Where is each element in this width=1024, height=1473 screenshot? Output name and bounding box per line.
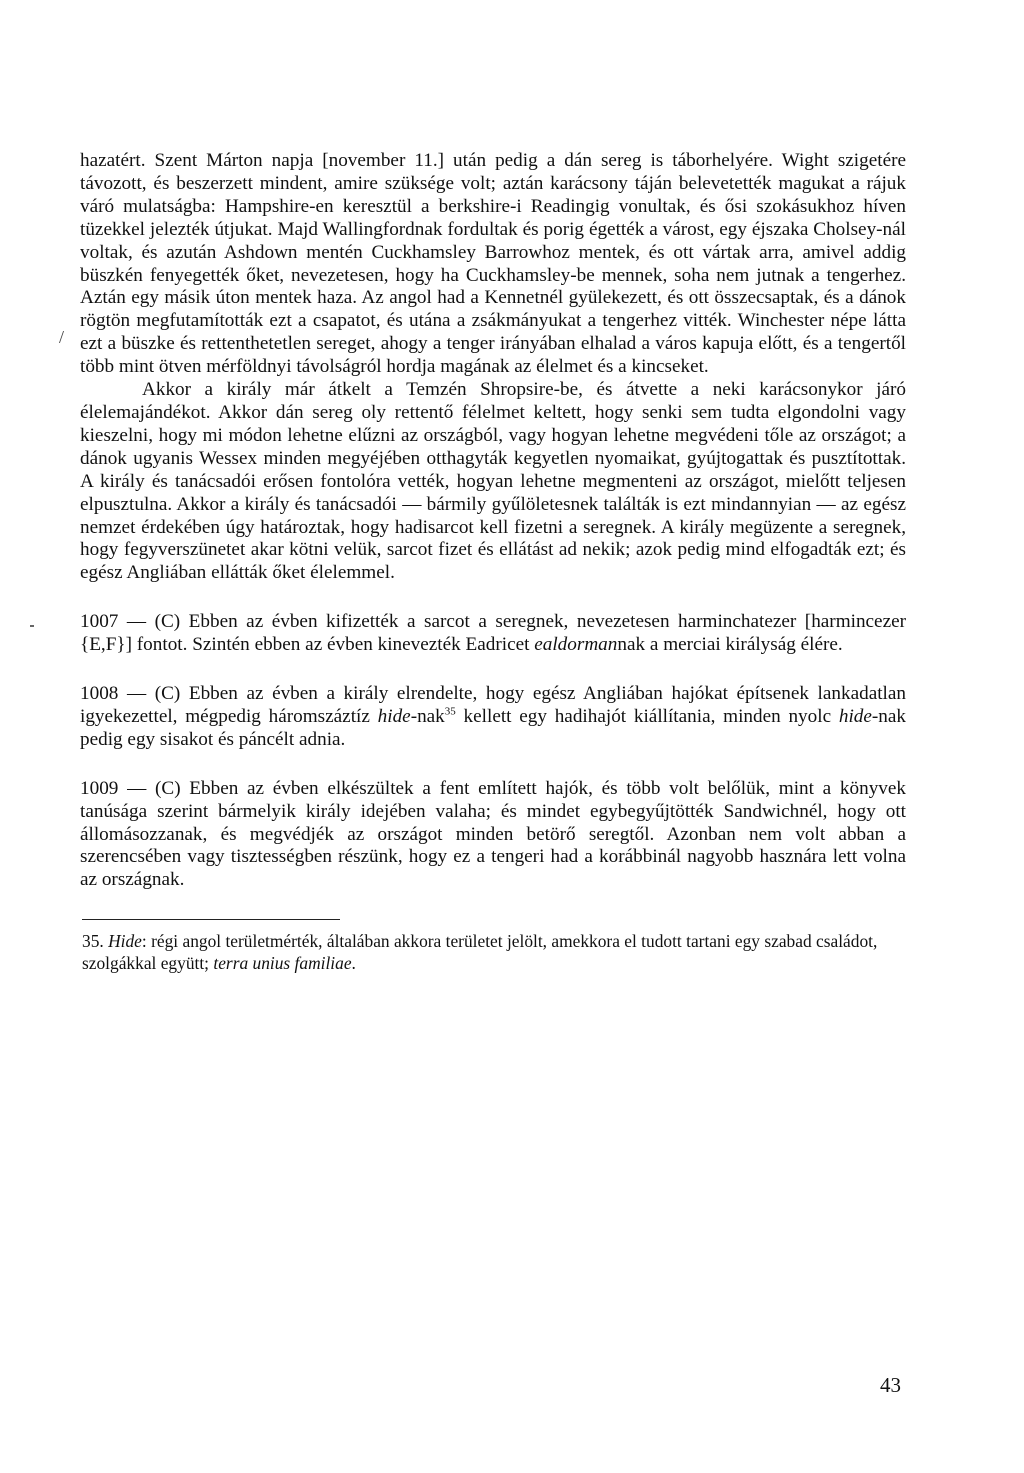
footnote-text: : régi angol területmérték, általában akkora területet jelölt, amekkora el tudott tartani egy szabad családot, szolgákkal együtt;	[82, 931, 878, 973]
margin-dot	[30, 625, 34, 627]
page-number: 43	[880, 1373, 901, 1397]
entry-1008-italic-hide: hide	[377, 705, 411, 727]
entry-1007-text-end: nak a merciai királyság élére.	[617, 634, 843, 656]
footnote-reference[interactable]: 35	[444, 705, 456, 718]
margin-mark: /	[59, 327, 65, 347]
footnote-text-end: .	[351, 952, 356, 973]
entry-1007-italic: ealdorman	[534, 634, 618, 656]
paragraph-2: Akkor a király már átkelt a Temzén Shropsire-be, és átvette a neki karácsonykor járó élelemajándékot. Akkor dán sereg oly rettentő félelmet keltett, hogy senki sem tudta elgondolni vagy kieszelni, hogy mi módon lehetne elűzni az országból, vagy hogyan lehetne megvédeni tőle az országot; a dánok ugyanis Wessex minden megyéjében otthagyták kegyetlen nyomaikat, gyújtogattak és pusztítottak. A király és tanácsadói erősen fontolóra vették, hogyan lehetne megmenteni az országot, mielőtt teljesen elpusztulna. Akkor a király és tanácsadói — bármily gyűlöletesnek találták is ezt mindannyian — az egész nemzet érdekében úgy határoztak, hogy hadisarcot kell fizetni a seregnek. A király megüzente a seregnek, hogy fegyverszünetet akar kötni velük, sarcot fizet és ellátást ad nekik; azok pedig mind elfogadták ezt; és egész Angliában ellátták őket élelemmel.	[80, 379, 906, 584]
paragraph-1: hazatért. Szent Márton napja [november 11.] után pedig a dán sereg is táborhelyére. Wight szigetére távozott, és beszerzett mindent, amire szüksége volt; aztán karácsony táján belevetették magukat a rájuk váró mulatságba: Hampshire-en keresztül a berkshire-i Readingig vonultak, és ősi szokásukhoz híven tüzekkel jelezték útjukat. Majd Wallingfordnak fordultak és porig égették a várost, egy éjszaka Cholsey-nál voltak, és azután Ashdown mentén Cuckhamsley Barrowhoz mentek, és ott vártak arra, amivel addig büszkén fenyegették őket, nevezetesen, hogy ha Cuckhamsley-be mennek, soha nem jutnak a tengerhez. Aztán egy másik úton mentek haza. Az angol had a Kennetnél gyülekezett, és ott összecsaptak, és a dánok rögtön megfutamították ezt a csapatot, és utána a zsákmányukat a tengerhez vitték. Winchester népe látta ezt a büszke és rettenthetetlen sereget, ahogy a tenger irányában elhalad a város kapuja előtt, és a tengertől több mint ötven mérföldnyi távolságról hordja magának az élelmet és a kincseket.	[80, 150, 906, 378]
entry-1008-text-mid: -nak	[410, 705, 445, 727]
entry-1008	[80, 683, 906, 752]
footnote-term: Hide	[108, 931, 142, 952]
page-body	[80, 150, 906, 974]
footnote-divider	[82, 919, 340, 920]
footnote-number: 35.	[82, 931, 109, 952]
entry-1007	[80, 611, 906, 657]
entry-1009: 1009 — (C) Ebben az évben elkészültek a fent említett hajók, és több volt belőlük, mint a könyvek tanúsága szerint bármelyik király idejében valaha; és mindet egybegyűjtötték Sandwichnél, hogy ott állomásozzanak, és megvédjék az országot minden betörő seregtől. Azonban nem volt abban a szerencsében vagy tisztességben részünk, hogy ez a tengeri had a korábbinál nagyobb hasznára lett volna az országnak.	[80, 777, 906, 891]
footnote-latin: terra unius familiae	[213, 952, 352, 973]
entry-1008-text-mid2: kellett egy hadihajót kiállítania, minden nyolc	[455, 705, 839, 727]
entry-1008-italic-hide-2: hide	[838, 705, 872, 727]
entry-1007-text: 1007 — (C) Ebben az évben kifizették a sarcot a seregnek, nevezetesen harminchatezer [harmincezer {E,F}] fontot. Szintén ebben az évben kinevezték Eadricet	[80, 611, 906, 656]
entry-1008-text-end: -nak pedig egy sisakot és páncélt adnia.	[80, 705, 906, 750]
entry-1008-text: 1008 — (C) Ebben az évben a király elrendelte, hogy egész Angliában hajókat építsenek lankadatlan igyekezettel, mégpedig háromszáztíz	[80, 683, 906, 727]
footnote-35	[80, 931, 906, 974]
